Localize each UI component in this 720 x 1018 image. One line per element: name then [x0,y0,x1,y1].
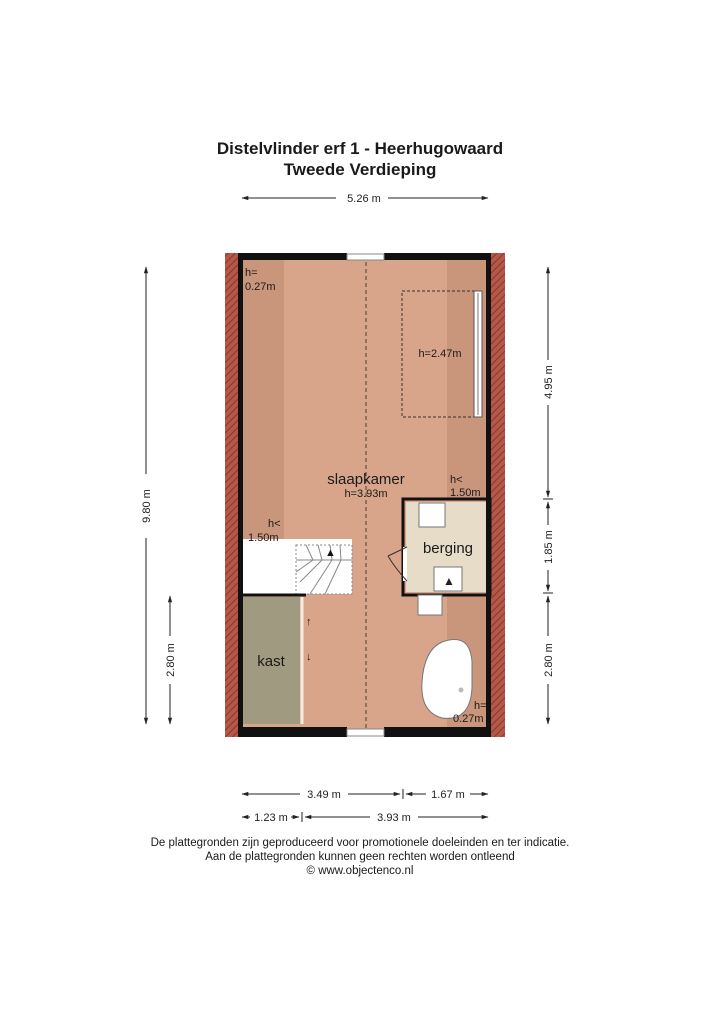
bathtub-drain [459,688,464,693]
dimension-right-top-label: 4.95 m [543,365,555,399]
height-label-top-left-b: 0.27m [245,281,276,293]
dimension-right-mid-label: 1.85 m [543,530,555,564]
washbasin [418,595,442,615]
dimension-left-total-label: 9.80 m [141,489,153,523]
stair-direction-icon: ▲ [325,547,336,559]
room-label-slaapkamer: slaapkamer [327,471,405,488]
plan-subtitle: Tweede Verdieping [283,160,437,179]
window-bottom [347,729,384,736]
height-label-top-left-a: h= [245,267,258,279]
copyright-link[interactable]: © www.objectenco.nl [306,865,414,877]
kast-door-mark-a: ↑ [306,616,312,628]
height-label-bottom-right-b: 0.27m [453,713,484,725]
flame-icon: ▲ [443,574,455,588]
room-label-berging: berging [422,540,474,557]
height-label-right-mid-a: h< [450,474,463,486]
berging-boiler [419,503,445,527]
disclaimer-line-1: De plattegronden zijn geproduceerd voor promotionele doeleinden en ter indicatie. [150,837,570,849]
room-label-kast: kast [257,653,285,670]
dimension-bottom-d-label: 3.93 m [377,812,411,824]
height-label-left-mid-a: h< [268,518,281,530]
dimension-bottom-b-label: 1.67 m [431,789,465,801]
height-label-bottom-right-a: h= [474,700,487,712]
kast-door-mark-b: ↓ [306,651,312,663]
dimension-right-bottom-label: 2.80 m [543,643,555,677]
window-top [347,254,384,260]
dimension-left-lower-label: 2.80 m [165,643,177,677]
plan-title: Distelvlinder erf 1 - Heerhugowaard [216,139,504,158]
floor-low-right-top [447,258,490,500]
height-label-right-mid-b: 1.50m [450,487,481,499]
room-height-slaapkamer: h=3.93m [344,488,388,500]
dimension-top-label: 5.26 m [347,193,381,205]
berging-door [403,547,407,581]
roof-edge-right [491,253,505,737]
roof-edge-left [225,253,239,737]
disclaimer-line-2: Aan de plattegronden kunnen geen rechten worden ontleend [205,851,515,863]
dimension-bottom-c-label: 1.23 m [254,812,288,824]
dimension-bottom-a-label: 3.49 m [307,789,341,801]
height-label-left-mid-b: 1.50m [248,532,279,544]
height-label-skylight: h=2.47m [418,348,462,360]
